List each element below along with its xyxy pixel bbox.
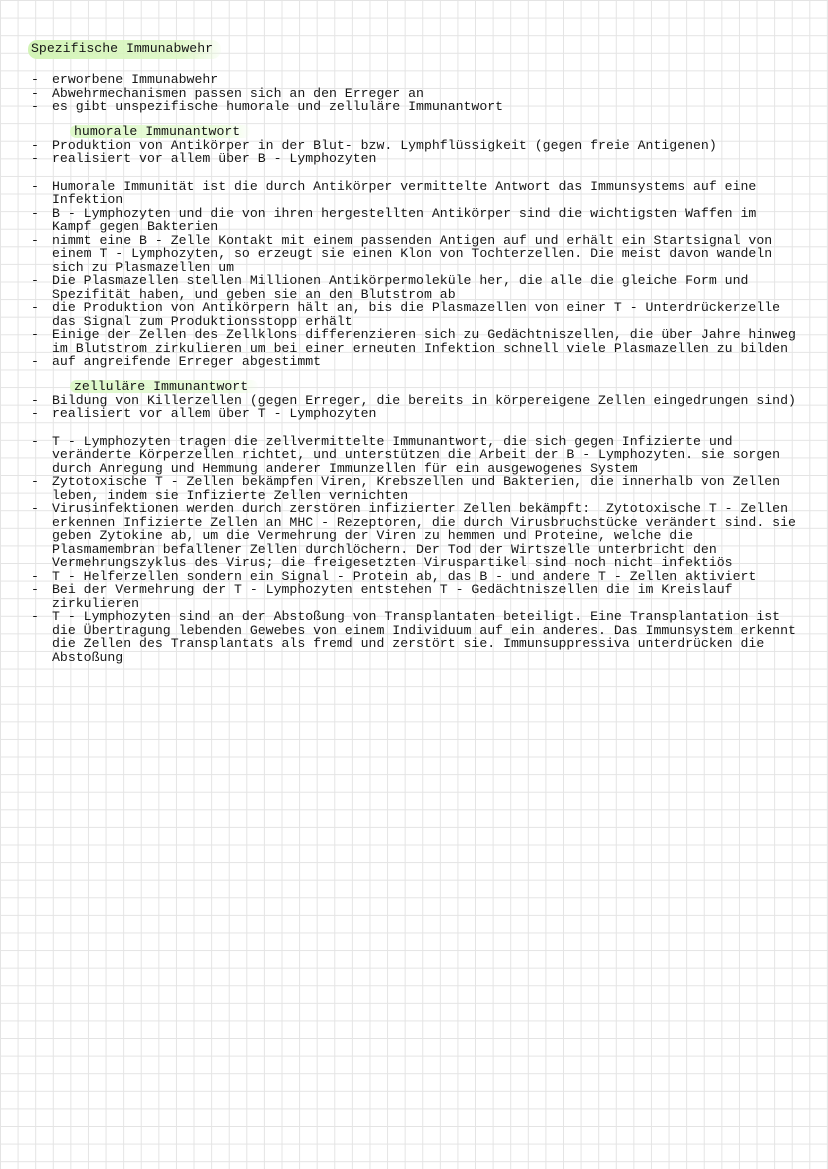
list-item: - T - Helferzellen sondern ein Signal - Protein ab, das B - und andere T - Zellen aktiviert (28, 570, 824, 584)
list-item: - erworbene Immunabwehr (28, 73, 824, 87)
list-item: - realisiert vor allem über B - Lymphozyten (28, 152, 824, 166)
list-item: - Bei der Vermehrung der T - Lymphozyten entstehen T - Gedächtniszellen die im Kreislauf zirkulieren (28, 583, 824, 610)
list-item: - Abwehrmechanismen passen sich an den Erreger an (28, 87, 824, 101)
list-item: - es gibt unspezifische humorale und zelluläre Immunantwort (28, 100, 824, 114)
list-item: - Einige der Zellen des Zellklons differenzieren sich zu Gedächtniszellen, die über Jahre hinweg im Blutstrom zirkulieren um bei einer erneuten Infektion schnell viele Plasmazellen zu bilden (28, 328, 824, 355)
list-item: - die Produktion von Antikörpern hält an, bis die Plasmazellen von einer T - Unterdrückerzelle das Signal zum Produktionsstopp erhält (28, 301, 824, 328)
cellular-details-list (28, 435, 824, 665)
cellular-heading: zelluläre Immunantwort (70, 380, 258, 393)
humoral-points-list (28, 139, 824, 166)
cellular-points-list (28, 394, 824, 421)
notes-page (28, 40, 824, 664)
list-item: - auf angreifende Erreger abgestimmt (28, 355, 824, 369)
humoral-details-list (28, 180, 824, 369)
list-item: - Die Plasmazellen stellen Millionen Antikörpermoleküle her, die alle die gleiche Form und Spezifität haben, und geben sie an den Blutstrom ab (28, 274, 824, 301)
list-item: - B - Lymphozyten und die von ihren hergestellten Antikörper sind die wichtigsten Waffen im Kampf gegen Bakterien (28, 207, 824, 234)
list-item: - Zytotoxische T - Zellen bekämpfen Viren, Krebszellen und Bakterien, die innerhalb von Zellen leben, indem sie Infizierte Zellen vernichten (28, 475, 824, 502)
humoral-heading: humorale Immunantwort (70, 125, 250, 138)
page-title: Spezifische Immunabwehr (28, 40, 221, 59)
list-item: - T - Lymphozyten sind an der Abstoßung von Transplantaten beteiligt. Eine Transplantation ist die Übertragung lebenden Gewebes von einem Individuum auf ein anderes. Das Immunsystem erkennt die Zellen des Transplantats als fremd und zerstört sie. Immunsuppressiva unterdrücken die Abstoßung (28, 610, 824, 664)
list-item: - T - Lymphozyten tragen die zellvermittelte Immunantwort, die sich gegen Infizierte und veränderte Körperzellen richtet, und unterstützen die Arbeit der B - Lymphozyten. sie sorgen durch Anregung und Hemmung anderer Immunzellen für ein ausgewogenes System (28, 435, 824, 476)
list-item: - realisiert vor allem über T - Lymphozyten (28, 407, 824, 421)
list-item: - Bildung von Killerzellen (gegen Erreger, die bereits in körpereigene Zellen eingedrungen sind) (28, 394, 824, 408)
list-item: - Produktion von Antikörper in der Blut- bzw. Lymphflüssigkeit (gegen freie Antigenen) (28, 139, 824, 153)
list-item: - Humorale Immunität ist die durch Antikörper vermittelte Antwort das Immunsystems auf eine Infektion (28, 180, 824, 207)
intro-list (28, 73, 824, 114)
list-item: - Virusinfektionen werden durch zerstören infizierter Zellen bekämpft: Zytotoxische T - Zellen erkennen Infizierte Zellen an MHC - Rezeptoren, die durch Virusbruchstücke verändert sind. sie geben Zytokine ab, um die Vermehrung der Viren zu hemmen und Proteine, welche die Plasmamembran befallener Zellen durchlöchern. Der Tod der Wirtszelle unterbricht den Vermehrungszyklus des Virus; die freigesetzten Viruspartikel sind noch nicht infektiös (28, 502, 824, 570)
list-item: - nimmt eine B - Zelle Kontakt mit einem passenden Antigen auf und erhält ein Startsignal von einem T - Lymphozyten, so erzeugt sie einen Klon von Tochterzellen. Die meist davon wandeln sich zu Plasmazellen um (28, 234, 824, 275)
